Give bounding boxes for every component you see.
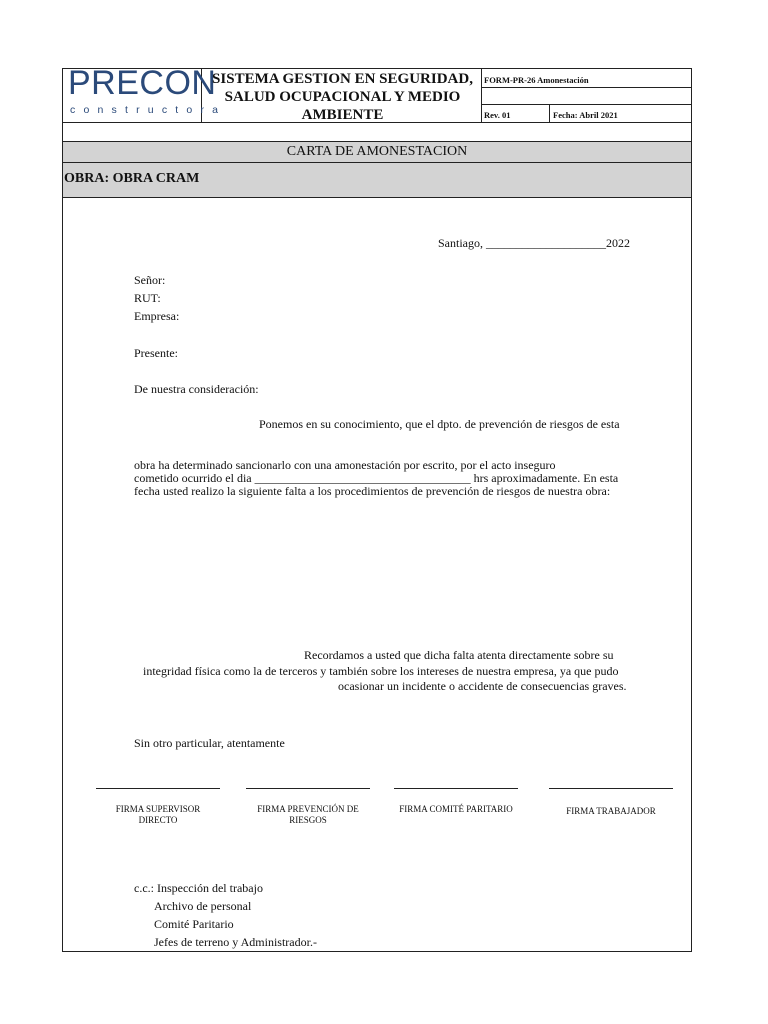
signature-line-comite — [394, 788, 518, 789]
paragraph-2-line-2: cometido ocurrido el dia ____________________________________ hrs aproximadamente. En esta — [134, 471, 619, 485]
company-logo: PRECON — [68, 64, 217, 102]
place-date: Santiago, ____________________2022 — [438, 236, 630, 250]
signature-label-prevencion: FIRMA PREVENCIÓN DE RIESGOS — [257, 804, 359, 825]
cc-item: Archivo de personal — [154, 899, 252, 913]
document-title: CARTA DE AMONESTACION — [286, 144, 468, 159]
header-rev-divider — [549, 104, 550, 122]
paragraph-1-line-1: Ponemos en su conocimiento, que el dpto. de prevención de riesgos de esta — [259, 417, 620, 431]
salutation: De nuestra consideración: — [134, 382, 259, 396]
header-row-line-2 — [481, 104, 692, 105]
recipient-rut: RUT: — [134, 291, 161, 305]
paragraph-2-line-3: fecha usted realizo la siguiente falta a los procedimientos de prevención de riesgos de nuestra obra: — [134, 484, 611, 498]
cc-item: Comité Paritario — [154, 917, 234, 931]
company-logo-subtitle: constructora — [70, 104, 227, 116]
form-date: Fecha: Abril 2021 — [553, 110, 618, 120]
band-bottom-line — [62, 197, 692, 198]
paragraph-3-line-1: Recordamos a usted que dicha falta atenta directamente sobre su — [304, 648, 614, 662]
form-code: FORM-PR-26 Amonestación — [484, 75, 589, 85]
signature-line-prevencion — [246, 788, 370, 789]
signature-line-supervisor — [96, 788, 220, 789]
cc-item: Jefes de terreno y Administrador.- — [154, 935, 317, 949]
signature-line-trabajador — [549, 788, 673, 789]
signature-label-trabajador: FIRMA TRABAJADOR — [566, 806, 656, 816]
recipient-empresa: Empresa: — [134, 309, 180, 323]
signature-label-comite: FIRMA COMITÉ PARITARIO — [399, 804, 513, 814]
paragraph-2-line-1: obra ha determinado sancionarlo con una amonestación por escrito, por el acto inseguro — [134, 458, 556, 472]
header-row-line-1 — [481, 87, 692, 88]
system-title: SISTEMA GESTION EN SEGURIDAD, SALUD OCUPACIONAL Y MEDIO AMBIENTE — [212, 71, 473, 123]
paragraph-3-line-3: ocasionar un incidente o accidente de consecuencias graves. — [338, 679, 627, 693]
presente-label: Presente: — [134, 346, 178, 360]
paragraph-3-line-2: integridad física como la de terceros y también sobre los intereses de nuestra empresa, ya que pudo — [143, 664, 619, 678]
signature-label-supervisor: FIRMA SUPERVISOR DIRECTO — [115, 804, 201, 825]
document-title-band — [63, 142, 691, 162]
obra-name: OBRA: OBRA CRAM — [64, 171, 200, 186]
header-divider-right — [481, 68, 482, 122]
closing-text: Sin otro particular, atentamente — [134, 736, 285, 750]
cc-label: c.c.: Inspección del trabajo — [134, 881, 263, 895]
recipient-senor: Señor: — [134, 273, 166, 287]
obra-band — [63, 163, 691, 197]
revision-number: Rev. 01 — [484, 110, 511, 120]
